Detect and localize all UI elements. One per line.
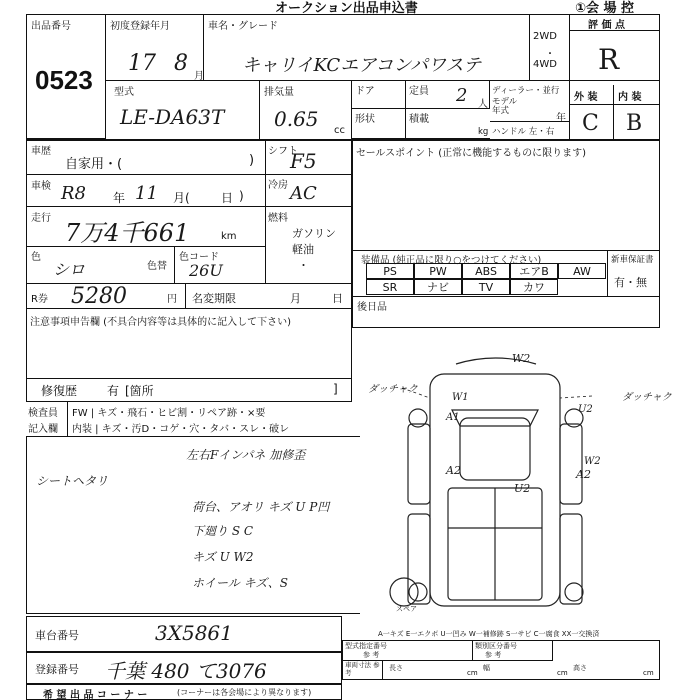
recycle-value: 5280 bbox=[71, 284, 127, 309]
registration-label: 登録番号 bbox=[35, 663, 79, 676]
shift-label: シフト bbox=[268, 146, 298, 157]
history-value: 自家用・( bbox=[65, 157, 123, 172]
history-close: ) bbox=[249, 153, 255, 168]
equipment-item: ナビ bbox=[414, 279, 462, 295]
width-unit: cm bbox=[557, 669, 568, 677]
inspection-row bbox=[27, 175, 265, 207]
inspection-label: 車検 bbox=[31, 181, 51, 192]
repair-place: [箇所 bbox=[125, 384, 154, 398]
inspection-month: 11 bbox=[135, 183, 158, 204]
dimensions-label: 車両寸法 参 考 bbox=[345, 661, 380, 677]
length-unit: cm bbox=[467, 669, 478, 677]
drive-dot: ・ bbox=[545, 49, 555, 60]
shift-cell bbox=[266, 141, 352, 175]
door-label: ドア bbox=[355, 86, 375, 97]
drive-cell bbox=[530, 15, 570, 81]
ac-cell bbox=[266, 175, 352, 207]
car-name-label: 車名・グレード bbox=[208, 21, 278, 32]
recycle-label: R券 bbox=[31, 294, 48, 305]
form-header bbox=[0, 0, 700, 14]
corner-label: 希 望 出 品 コ ー ナ ー bbox=[43, 690, 148, 700]
shape-cell bbox=[352, 109, 406, 139]
ext-int-cell bbox=[570, 81, 659, 139]
diagram-mark-w1: W1 bbox=[452, 392, 469, 403]
first-reg-month: 8 bbox=[174, 51, 188, 76]
int-header bbox=[614, 85, 659, 105]
diagram-mark-u2-center: U2 bbox=[514, 482, 531, 495]
history-row bbox=[27, 141, 265, 175]
repair-label: 修復歴 bbox=[41, 384, 78, 398]
inspector-label-1: 検査員 bbox=[28, 408, 58, 419]
inspection-era: R8 bbox=[61, 183, 87, 204]
color-code-label: 色コード bbox=[179, 252, 219, 263]
note-line-3: 下廻り S C bbox=[192, 524, 254, 538]
displacement-unit: cc bbox=[334, 125, 345, 136]
history-label: 車歴 bbox=[31, 146, 51, 157]
drive-2wd: 2WD bbox=[533, 31, 557, 42]
model-year-unit: 年 bbox=[556, 113, 566, 124]
mileage-row bbox=[27, 207, 265, 247]
right-rear-wheel bbox=[565, 583, 583, 601]
equipment-item: PW bbox=[414, 263, 462, 279]
inspection-day-unit: 日 bbox=[221, 191, 234, 205]
chassis-row bbox=[26, 616, 342, 652]
shift-value: F5 bbox=[290, 149, 317, 173]
warranty-cell bbox=[607, 251, 659, 297]
shape-label: 形状 bbox=[355, 114, 375, 125]
height-label: 高さ bbox=[573, 664, 587, 672]
score-value: R bbox=[598, 43, 620, 76]
int-value: B bbox=[626, 111, 643, 136]
lot-cell bbox=[27, 15, 106, 139]
inspector-label-2: 記入欄 bbox=[28, 424, 58, 435]
first-reg-cell bbox=[106, 15, 204, 81]
type-number-label: 型式指定番号 bbox=[345, 642, 387, 650]
name-change-label: 名変期限 bbox=[192, 292, 236, 305]
car-name-value: キャリイKCエアコンパワステ bbox=[242, 55, 482, 76]
displacement-value: 0.65 bbox=[274, 107, 319, 131]
spare-label: スペア bbox=[396, 605, 417, 613]
equipment-item: SR bbox=[366, 279, 414, 295]
equipment-item: PS bbox=[366, 263, 414, 279]
length-label: 長さ bbox=[389, 664, 403, 672]
ac-value: AC bbox=[290, 183, 317, 204]
name-change-day: 日 bbox=[332, 292, 343, 305]
name-change-month: 月 bbox=[290, 292, 301, 305]
dimensions-label-cell bbox=[343, 661, 383, 679]
month-unit: 月 bbox=[194, 71, 204, 82]
note-line-4: キズ U W2 bbox=[192, 550, 254, 564]
spec-box bbox=[342, 640, 660, 680]
recycle-unit: 円 bbox=[167, 294, 177, 305]
class-number-cell bbox=[473, 641, 553, 661]
displacement-label: 排気量 bbox=[264, 87, 294, 98]
color-code-value: 26U bbox=[189, 261, 223, 280]
type-number-cell bbox=[343, 641, 473, 661]
note-line-2: 荷台、アオリ キズ U P凹 bbox=[192, 500, 330, 514]
corner-row bbox=[26, 684, 342, 700]
inspection-year-unit: 年 bbox=[113, 191, 126, 205]
height-unit: cm bbox=[643, 669, 654, 677]
warranty-value: 有・無 bbox=[614, 276, 647, 289]
diagram-mark-detach-left: ダッチャク bbox=[368, 384, 418, 395]
diagram-mark-a2-right: A2 bbox=[576, 468, 591, 481]
diagram-mark-detach-right: ダッチャク bbox=[622, 392, 672, 403]
repair-close: ] bbox=[333, 382, 338, 396]
venue-copy-label: ①会 場 控 bbox=[575, 1, 635, 16]
model-label: 型式 bbox=[114, 87, 134, 98]
lot-number: 0523 bbox=[35, 65, 93, 95]
form-title: オークション出品申込書 bbox=[275, 1, 418, 16]
fuel-dot: ・ bbox=[298, 259, 309, 272]
first-reg-year: 17 bbox=[128, 51, 156, 76]
registration-row bbox=[26, 652, 342, 684]
diagram-mark-u2: U2 bbox=[578, 404, 593, 415]
mileage-value: 7万4千661 bbox=[65, 219, 190, 247]
ext-value-box bbox=[570, 105, 614, 139]
capacity-unit: 人 bbox=[478, 99, 488, 110]
int-label: 内 装 bbox=[618, 92, 642, 103]
lot-label: 出品番号 bbox=[31, 21, 71, 32]
color-code-cell bbox=[175, 247, 265, 283]
mileage-label: 走行 bbox=[31, 213, 51, 224]
notes-label: 注意事項申告欄 (不具合内容等は具体的に記入して下さい) bbox=[30, 317, 291, 328]
inspector-row-fw: FW | キズ・飛石・ヒビ割・リペア跡・×要 bbox=[72, 408, 266, 419]
first-reg-label: 初度登録年月 bbox=[110, 21, 170, 32]
spare-tire bbox=[390, 578, 418, 606]
handle-label: ハンドル 左・右 bbox=[492, 127, 555, 137]
fuel-option-gasoline: ガソリン bbox=[292, 227, 336, 240]
inspection-close: ) bbox=[239, 189, 244, 203]
inspector-row-interior: 内装 | キズ・汚D・コゲ・穴・タバ・スレ・破レ bbox=[72, 424, 290, 435]
dealer-label: ディーラー・並行 bbox=[492, 86, 560, 96]
mileage-unit: km bbox=[221, 231, 237, 242]
inspection-month-unit: 月( bbox=[173, 191, 190, 205]
note-seat: シートヘタリ bbox=[36, 474, 109, 488]
model-cell bbox=[106, 81, 260, 139]
sales-point-label: セールスポイント (正常に機能するものに限ります) bbox=[356, 148, 587, 159]
load-cell bbox=[406, 109, 490, 139]
door-cell bbox=[352, 81, 406, 109]
drive-4wd: 4WD bbox=[533, 59, 557, 70]
equipment-item: TV bbox=[462, 279, 510, 295]
damage-legend: A一キズ E一エクボ U一凹み W一補修跡 S一サビ C一腐食 XX一交換済 bbox=[378, 630, 600, 638]
diagram-mark-w2-right: W2 bbox=[584, 456, 601, 467]
note-line-1: 左右Fインパネ 加修歪 bbox=[186, 448, 306, 462]
score-header bbox=[570, 15, 659, 31]
model-year-label: モデル年式 bbox=[492, 97, 518, 116]
ext-header bbox=[570, 85, 614, 105]
original-color-label: 色替 bbox=[147, 261, 167, 272]
capacity-value: 2 bbox=[456, 85, 468, 106]
later-items-row bbox=[353, 296, 659, 327]
equipment-item: カワ bbox=[510, 279, 558, 295]
inspector-block bbox=[26, 402, 352, 436]
corner-note: (コーナーは各会場により異なります) bbox=[177, 688, 312, 697]
right-door bbox=[560, 424, 582, 504]
later-items-label: 後日品 bbox=[357, 302, 387, 313]
load-unit: kg bbox=[478, 127, 489, 137]
equipment-item: ABS bbox=[462, 263, 510, 279]
diagram-mark-w2-top: W2 bbox=[512, 352, 531, 365]
fuel-label: 燃料 bbox=[268, 213, 288, 224]
type-number-sub: 参 考 bbox=[363, 651, 380, 659]
right-rear-panel bbox=[560, 514, 582, 604]
load-label: 積載 bbox=[409, 114, 429, 125]
diagram-mark-a1-left: A1 bbox=[446, 412, 460, 423]
fuel-option-diesel: 軽油 bbox=[292, 243, 314, 256]
class-number-label: 類別区分番号 bbox=[475, 642, 517, 650]
model-value: LE-DA63T bbox=[120, 105, 225, 129]
color-value: シロ bbox=[53, 260, 86, 279]
displacement-cell bbox=[260, 81, 352, 139]
capacity-cell bbox=[406, 81, 490, 109]
score-cell bbox=[570, 15, 659, 81]
capacity-label: 定員 bbox=[409, 86, 429, 97]
registration-value: 千葉 480 て3076 bbox=[105, 659, 267, 683]
equipment-label: 装備品 (純正品に限り○をつけてください) bbox=[361, 255, 542, 266]
repair-row bbox=[27, 378, 351, 400]
left-door bbox=[408, 424, 430, 504]
fuel-cell bbox=[266, 207, 352, 283]
warranty-label: 新車保証書 bbox=[611, 255, 654, 265]
chassis-value: 3X5861 bbox=[155, 621, 233, 645]
color-label: 色 bbox=[31, 252, 41, 263]
equipment-item: AW bbox=[558, 263, 606, 279]
chassis-label: 車台番号 bbox=[35, 629, 79, 642]
color-cell bbox=[27, 247, 175, 283]
equipment-item: エアB bbox=[510, 263, 558, 279]
name-change-cell bbox=[185, 284, 351, 309]
inspector-label-cell bbox=[26, 402, 68, 436]
note-line-5: ホイール キズ、S bbox=[192, 576, 288, 590]
car-name-cell bbox=[204, 15, 530, 81]
handle-cell bbox=[490, 121, 570, 139]
class-number-sub: 参 考 bbox=[485, 651, 502, 659]
repair-value: 有 bbox=[107, 384, 120, 398]
recycle-row bbox=[27, 283, 351, 309]
width-label: 幅 bbox=[483, 664, 490, 672]
score-label: 評 価 点 bbox=[588, 20, 625, 31]
diagram-mark-a2-left: A2 bbox=[446, 464, 461, 477]
ac-label: 冷房 bbox=[268, 180, 288, 191]
ext-label: 外 装 bbox=[574, 92, 598, 103]
cab-roof bbox=[460, 418, 530, 480]
ext-value: C bbox=[582, 111, 599, 136]
